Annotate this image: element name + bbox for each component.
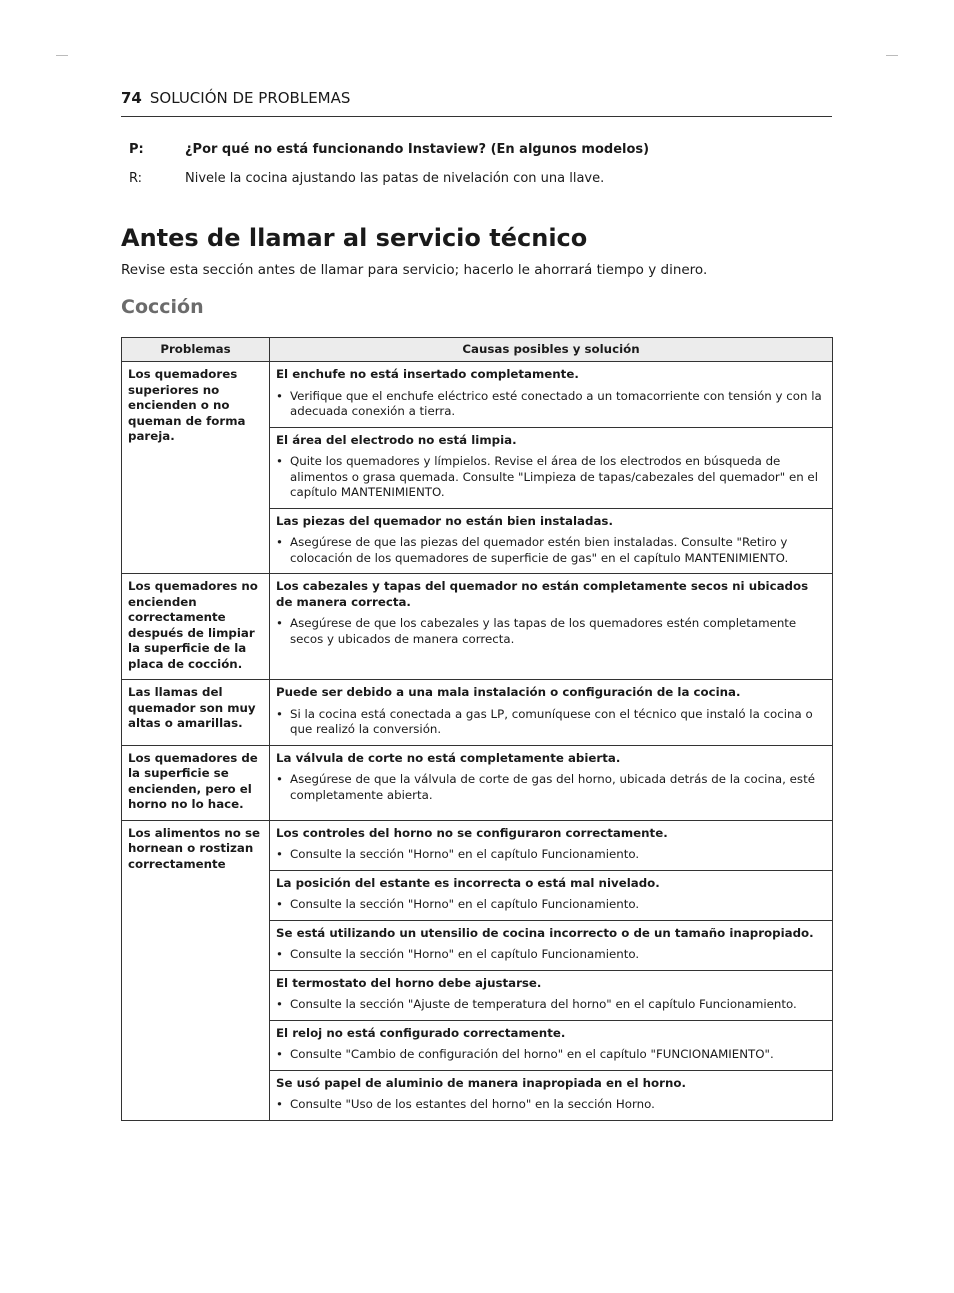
intro-text: Revise esta sección antes de llamar para servicio; hacerlo le ahorrará tiempo y dinero.: [121, 262, 708, 278]
table-row: [122, 574, 833, 680]
solution-text: Asegúrese de que las piezas del quemador estén bien instaladas. Consulte "Retiro y colocación de los quemadores de superficie de gas" en el capítulo MANTENIMIENTO.: [290, 535, 789, 565]
solution-text: Consulte la sección "Horno" en el capítulo Funcionamiento.: [290, 947, 640, 961]
solution-text: Consulte la sección "Horno" en el capítulo Funcionamiento.: [290, 897, 640, 911]
question-text: ¿Por qué no está funcionando Instaview? (En algunos modelos): [185, 142, 650, 157]
bullet-icon: •: [276, 706, 283, 721]
page-number: 74: [121, 89, 142, 107]
cause-cell: [270, 920, 833, 970]
solution-text: Consulte "Uso de los estantes del horno" en la sección Horno.: [290, 1097, 655, 1111]
solution-text: Si la cocina está conectada a gas LP, comuníquese con el técnico que instaló la cocina o que realizó la conversión.: [290, 706, 813, 736]
table-header-row: [122, 338, 833, 362]
cause-heading: El reloj no está configurado correctamente.: [276, 1025, 566, 1040]
cause-heading: Se usó papel de aluminio de manera inapropiada en el horno.: [276, 1075, 686, 1090]
solution-item: [276, 616, 826, 647]
bullet-icon: •: [276, 1097, 283, 1111]
solution-item: [276, 454, 826, 501]
bullet-icon: •: [276, 616, 283, 630]
cause-cell: [270, 970, 833, 1020]
table-row: [122, 362, 833, 428]
answer-label: R:: [129, 171, 143, 186]
solution-text: Quite los quemadores y límpielos. Revise el área de los electrodos en búsqueda de alimentos o grasa quemada. Consulte "Limpieza de tapas/cabezales del quemador" en el capítulo MANTENIMIENTO.: [290, 454, 818, 499]
solution-text: Verifique que el enchufe eléctrico esté conectado a un tomacorriente con tensión y con la adecuada conexión a tierra.: [290, 388, 822, 418]
solution-text: Consulte "Cambio de configuración del horno" en el capítulo "FUNCIONAMIENTO".: [290, 1047, 774, 1061]
table-row: [122, 680, 833, 746]
page-header: [121, 88, 832, 117]
bullet-icon: •: [276, 1047, 283, 1061]
page-title: Antes de llamar al servicio técnico: [121, 224, 588, 252]
crop-mark-right: [886, 55, 898, 56]
solution-item: [276, 1097, 826, 1113]
cause-cell: [270, 870, 833, 920]
bullet-icon: •: [276, 847, 283, 861]
bullet-icon: •: [276, 454, 283, 468]
solution-text: Consulte la sección "Ajuste de temperatura del horno" en el capítulo Funcionamiento.: [290, 997, 797, 1011]
cause-cell: [270, 574, 833, 680]
cause-cell: [270, 745, 833, 820]
section-title: SOLUCIÓN DE PROBLEMAS: [149, 89, 351, 107]
solution-item: [276, 1047, 826, 1063]
cause-cell: [270, 820, 833, 870]
table-row: [122, 745, 833, 820]
solution-item: [276, 947, 826, 963]
bullet-icon: •: [276, 388, 283, 403]
cause-heading: Puede ser debido a una mala instalación o configuración de la cocina.: [276, 685, 741, 699]
column-header-problems: Problemas: [122, 338, 270, 362]
question-label: P:: [129, 142, 144, 157]
problem-cell: Los quemadores superiores no encienden o no queman de forma pareja.: [122, 362, 270, 574]
solution-item: [276, 897, 826, 913]
solution-text: Asegúrese de que los cabezales y las tapas de los quemadores estén completamente secos y ubicados de manera correcta.: [290, 616, 797, 646]
cause-heading: La posición del estante es incorrecta o está mal nivelado.: [276, 875, 660, 890]
solution-item: [276, 535, 826, 566]
solution-text: Consulte la sección "Horno" en el capítulo Funcionamiento.: [290, 847, 640, 861]
answer-text: Nivele la cocina ajustando las patas de nivelación con una llave.: [185, 171, 605, 186]
crop-mark-left: [56, 55, 68, 56]
problem-cell: Los quemadores de la superficie se encienden, pero el horno no lo hace.: [122, 745, 270, 820]
cause-heading: El enchufe no está insertado completamente.: [276, 367, 579, 381]
cause-cell: [270, 1070, 833, 1120]
bullet-icon: •: [276, 897, 283, 911]
bullet-icon: •: [276, 772, 283, 786]
bullet-icon: •: [276, 535, 283, 549]
table-row: [122, 820, 833, 870]
solution-item: [276, 772, 826, 803]
cause-cell: [270, 680, 833, 746]
cause-cell: [270, 1020, 833, 1070]
solution-item: [276, 707, 826, 738]
solution-item: [276, 847, 826, 863]
solution-item: [276, 389, 826, 420]
troubleshooting-table: [121, 337, 833, 1121]
solution-text: Asegúrese de que la válvula de corte de gas del horno, ubicada detrás de la cocina, esté completamente abierta.: [290, 772, 815, 802]
bullet-icon: •: [276, 997, 283, 1011]
cause-heading: Los cabezales y tapas del quemador no están completamente secos ni ubicados de manera correcta.: [276, 579, 809, 609]
cause-cell: [270, 362, 833, 428]
cause-heading: El área del electrodo no está limpia.: [276, 432, 517, 447]
column-header-causes: Causas posibles y solución: [270, 338, 833, 362]
cause-heading: Las piezas del quemador no están bien instaladas.: [276, 513, 613, 528]
cause-cell: [270, 508, 833, 574]
cause-heading: Los controles del horno no se configuraron correctamente.: [276, 825, 668, 840]
problem-cell: Las llamas del quemador son muy altas o amarillas.: [122, 680, 270, 746]
bullet-icon: •: [276, 947, 283, 961]
problem-cell: Los alimentos no se hornean o rostizan correctamente: [122, 820, 270, 1120]
cause-heading: La válvula de corte no está completamente abierta.: [276, 750, 621, 765]
cause-cell: [270, 427, 833, 508]
section-subtitle: Cocción: [121, 296, 204, 318]
problem-cell: Los quemadores no encienden correctamente después de limpiar la superficie de la placa de cocción.: [122, 574, 270, 680]
cause-heading: Se está utilizando un utensilio de cocina incorrecto o de un tamaño inapropiado.: [276, 925, 814, 940]
solution-item: [276, 997, 826, 1013]
cause-heading: El termostato del horno debe ajustarse.: [276, 975, 542, 990]
